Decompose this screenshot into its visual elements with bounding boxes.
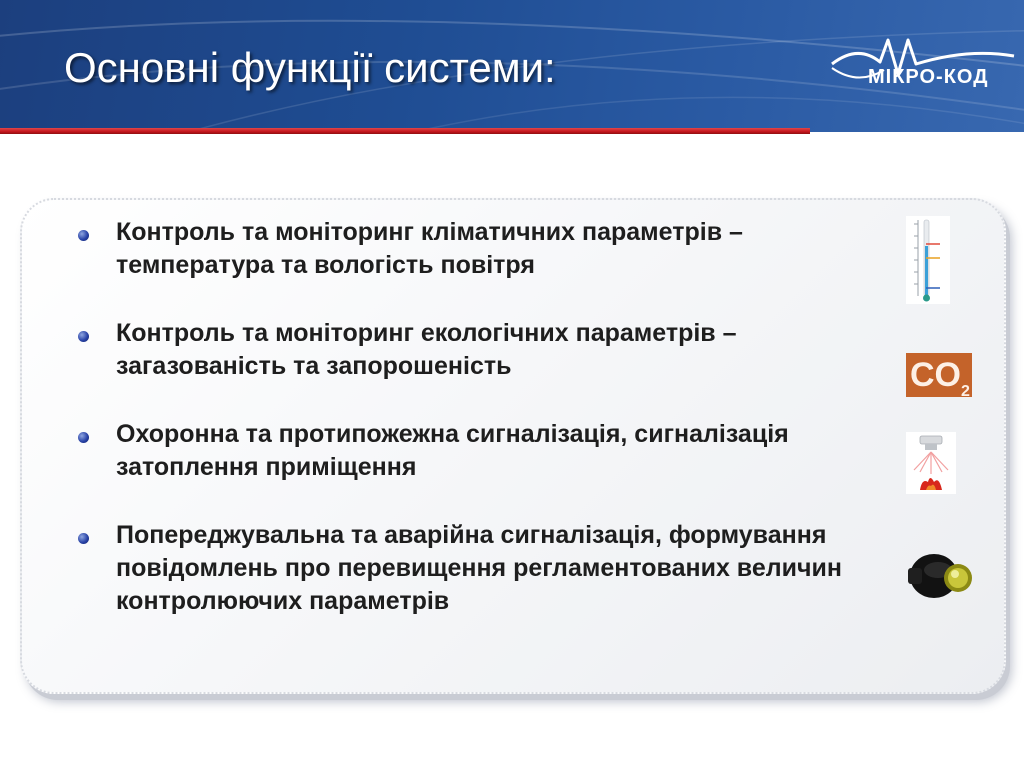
list-item-text: Контроль та моніторинг кліматичних параметрів – температура та вологість повітря: [116, 218, 743, 279]
thermometer-icon: [906, 216, 950, 304]
co2-label: CO: [910, 356, 961, 394]
bullet-icon: [78, 432, 89, 443]
list-item-text: Контроль та моніторинг екологічних параметрів – загазованість та запорошеність: [116, 319, 737, 380]
co2-icon: [906, 353, 972, 397]
bullet-icon: [78, 331, 89, 342]
header-accent-line: [0, 128, 810, 134]
co2-subscript: 2: [961, 383, 970, 397]
bullet-icon: [78, 533, 89, 544]
bullet-icon: [78, 230, 89, 241]
list-item-text: Охоронна та протипожежна сигналізація, сигналізація затоплення приміщення: [116, 420, 789, 481]
logo-text: МІКРО-КОД: [868, 66, 989, 88]
slide-title: Основні функції системи:: [64, 44, 556, 91]
list-item-text: Попереджувальна та аварійна сигналізація, формування повідомлень про перевищення регламентованих величин контролюючих параметрів: [116, 521, 842, 615]
fire-alarm-icon: [906, 432, 956, 494]
signal-lamp-icon: [904, 548, 978, 604]
